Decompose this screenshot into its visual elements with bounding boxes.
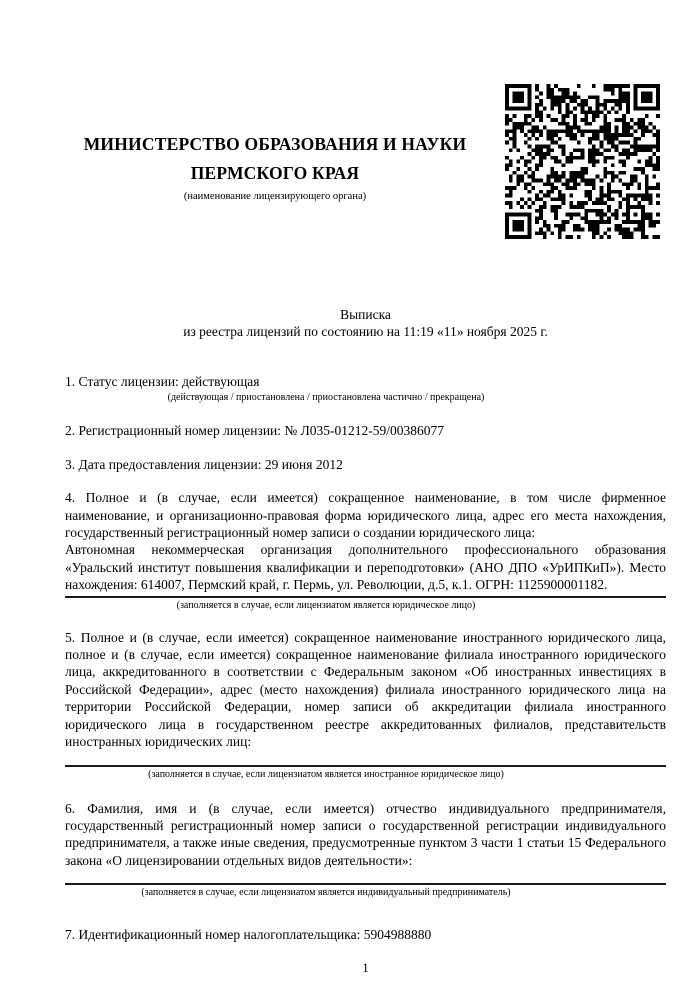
qr-code-icon <box>505 84 660 239</box>
field-legal-entity-text: 4. Полное и (в случае, если имеется) сокращенное наименование, в том числе фирменное наименование, и организационно-правовая форма юридического лица, адрес его места нахождения, государственный регистрационный номер записи о создании юридического лица: <box>65 490 666 541</box>
field-grant-date-text: 3. Дата предоставления лицензии: 29 июня 2012 <box>65 456 343 472</box>
field-individual-entrepreneur-text: 6. Фамилия, имя и (в случае, если имеется) отчество индивидуального предпринимателя, государственный регистрационный номер записи о государственной регистрации индивидуального предпринимателя, а также иные сведения, предусмотренные пунктом 3 части 1 статьи 15 Федерального закона «О лицензировании отдельных видов деятельности»: <box>65 800 666 868</box>
field-foreign-entity-value <box>65 751 666 763</box>
field-grant-date <box>65 456 666 473</box>
page-number: 1 <box>362 959 369 975</box>
field-license-status-text: 1. Статус лицензии: действующая <box>65 374 260 389</box>
document-body <box>65 373 666 976</box>
fill-in-line <box>65 765 666 767</box>
field-individual-entrepreneur <box>65 800 666 900</box>
document-header <box>0 0 700 245</box>
fill-in-line <box>65 883 666 885</box>
authority-name-line2: ПЕРМСКОГО КРАЯ <box>190 163 360 183</box>
document-heading <box>65 306 666 340</box>
field-registration-number-text: 2. Регистрационный номер лицензии: № Л035-01212-59/00386077 <box>65 423 445 439</box>
field-foreign-entity <box>65 629 666 781</box>
field-foreign-entity-note: (заполняется в случае, если лицензиатом является иностранное юридическое лицо) <box>148 768 504 780</box>
fill-in-line <box>65 596 666 598</box>
field-legal-entity <box>65 489 666 611</box>
field-taxpayer-number <box>65 926 666 943</box>
field-individual-entrepreneur-note: (заполняется в случае, если лицензиатом является индивидуальный предприниматель) <box>141 887 511 899</box>
licensing-authority-block <box>55 130 495 203</box>
field-taxpayer-number-text: 7. Идентификационный номер налогоплательщика: 5904988880 <box>65 927 432 943</box>
doc-title: Выписка <box>340 307 391 322</box>
field-license-status <box>65 373 666 404</box>
field-individual-entrepreneur-value <box>65 869 666 881</box>
field-registration-number <box>65 422 666 439</box>
authority-caption: (наименование лицензирующего органа) <box>183 191 367 202</box>
field-legal-entity-value: Автономная некоммерческая организация дополнительного профессионального образования «Уральский институт повышения квалификации и переподготовки» (АНО ДПО «УрИПКиП»). Место нахождения: 614007, Пермский край, г. Пермь, ул. Революции, д.5, к.1. ОГРН: 1125900001182. <box>65 542 666 593</box>
field-foreign-entity-text: 5. Полное и (в случае, если имеется) сокращенное наименование иностранного юридического лица, полное и (в случае, если имеется) сокращенное наименование филиала иностранного юридического лица, аккредитованного в соответствии с Федеральным законом «Об иностранных инвестициях в Российской Федерации», адрес (место нахождения) филиала иностранного юридического лица на территории Российской Федерации, номер записи об аккредитации филиала иностранного юридического лица в государственном реестре аккредитованных филиалов, представительств иностранных юридических лиц: <box>65 629 666 750</box>
field-license-status-note: (действующая / приостановлена / приостановлена частично / прекращена) <box>167 392 485 404</box>
field-legal-entity-note: (заполняется в случае, если лицензиатом является юридическое лицо) <box>176 599 476 611</box>
doc-subtitle: из реестра лицензий по состоянию на 11:19 «11» ноября 2025 г. <box>183 324 548 339</box>
authority-name-line1: МИНИСТЕРСТВО ОБРАЗОВАНИЯ И НАУКИ <box>83 134 467 154</box>
